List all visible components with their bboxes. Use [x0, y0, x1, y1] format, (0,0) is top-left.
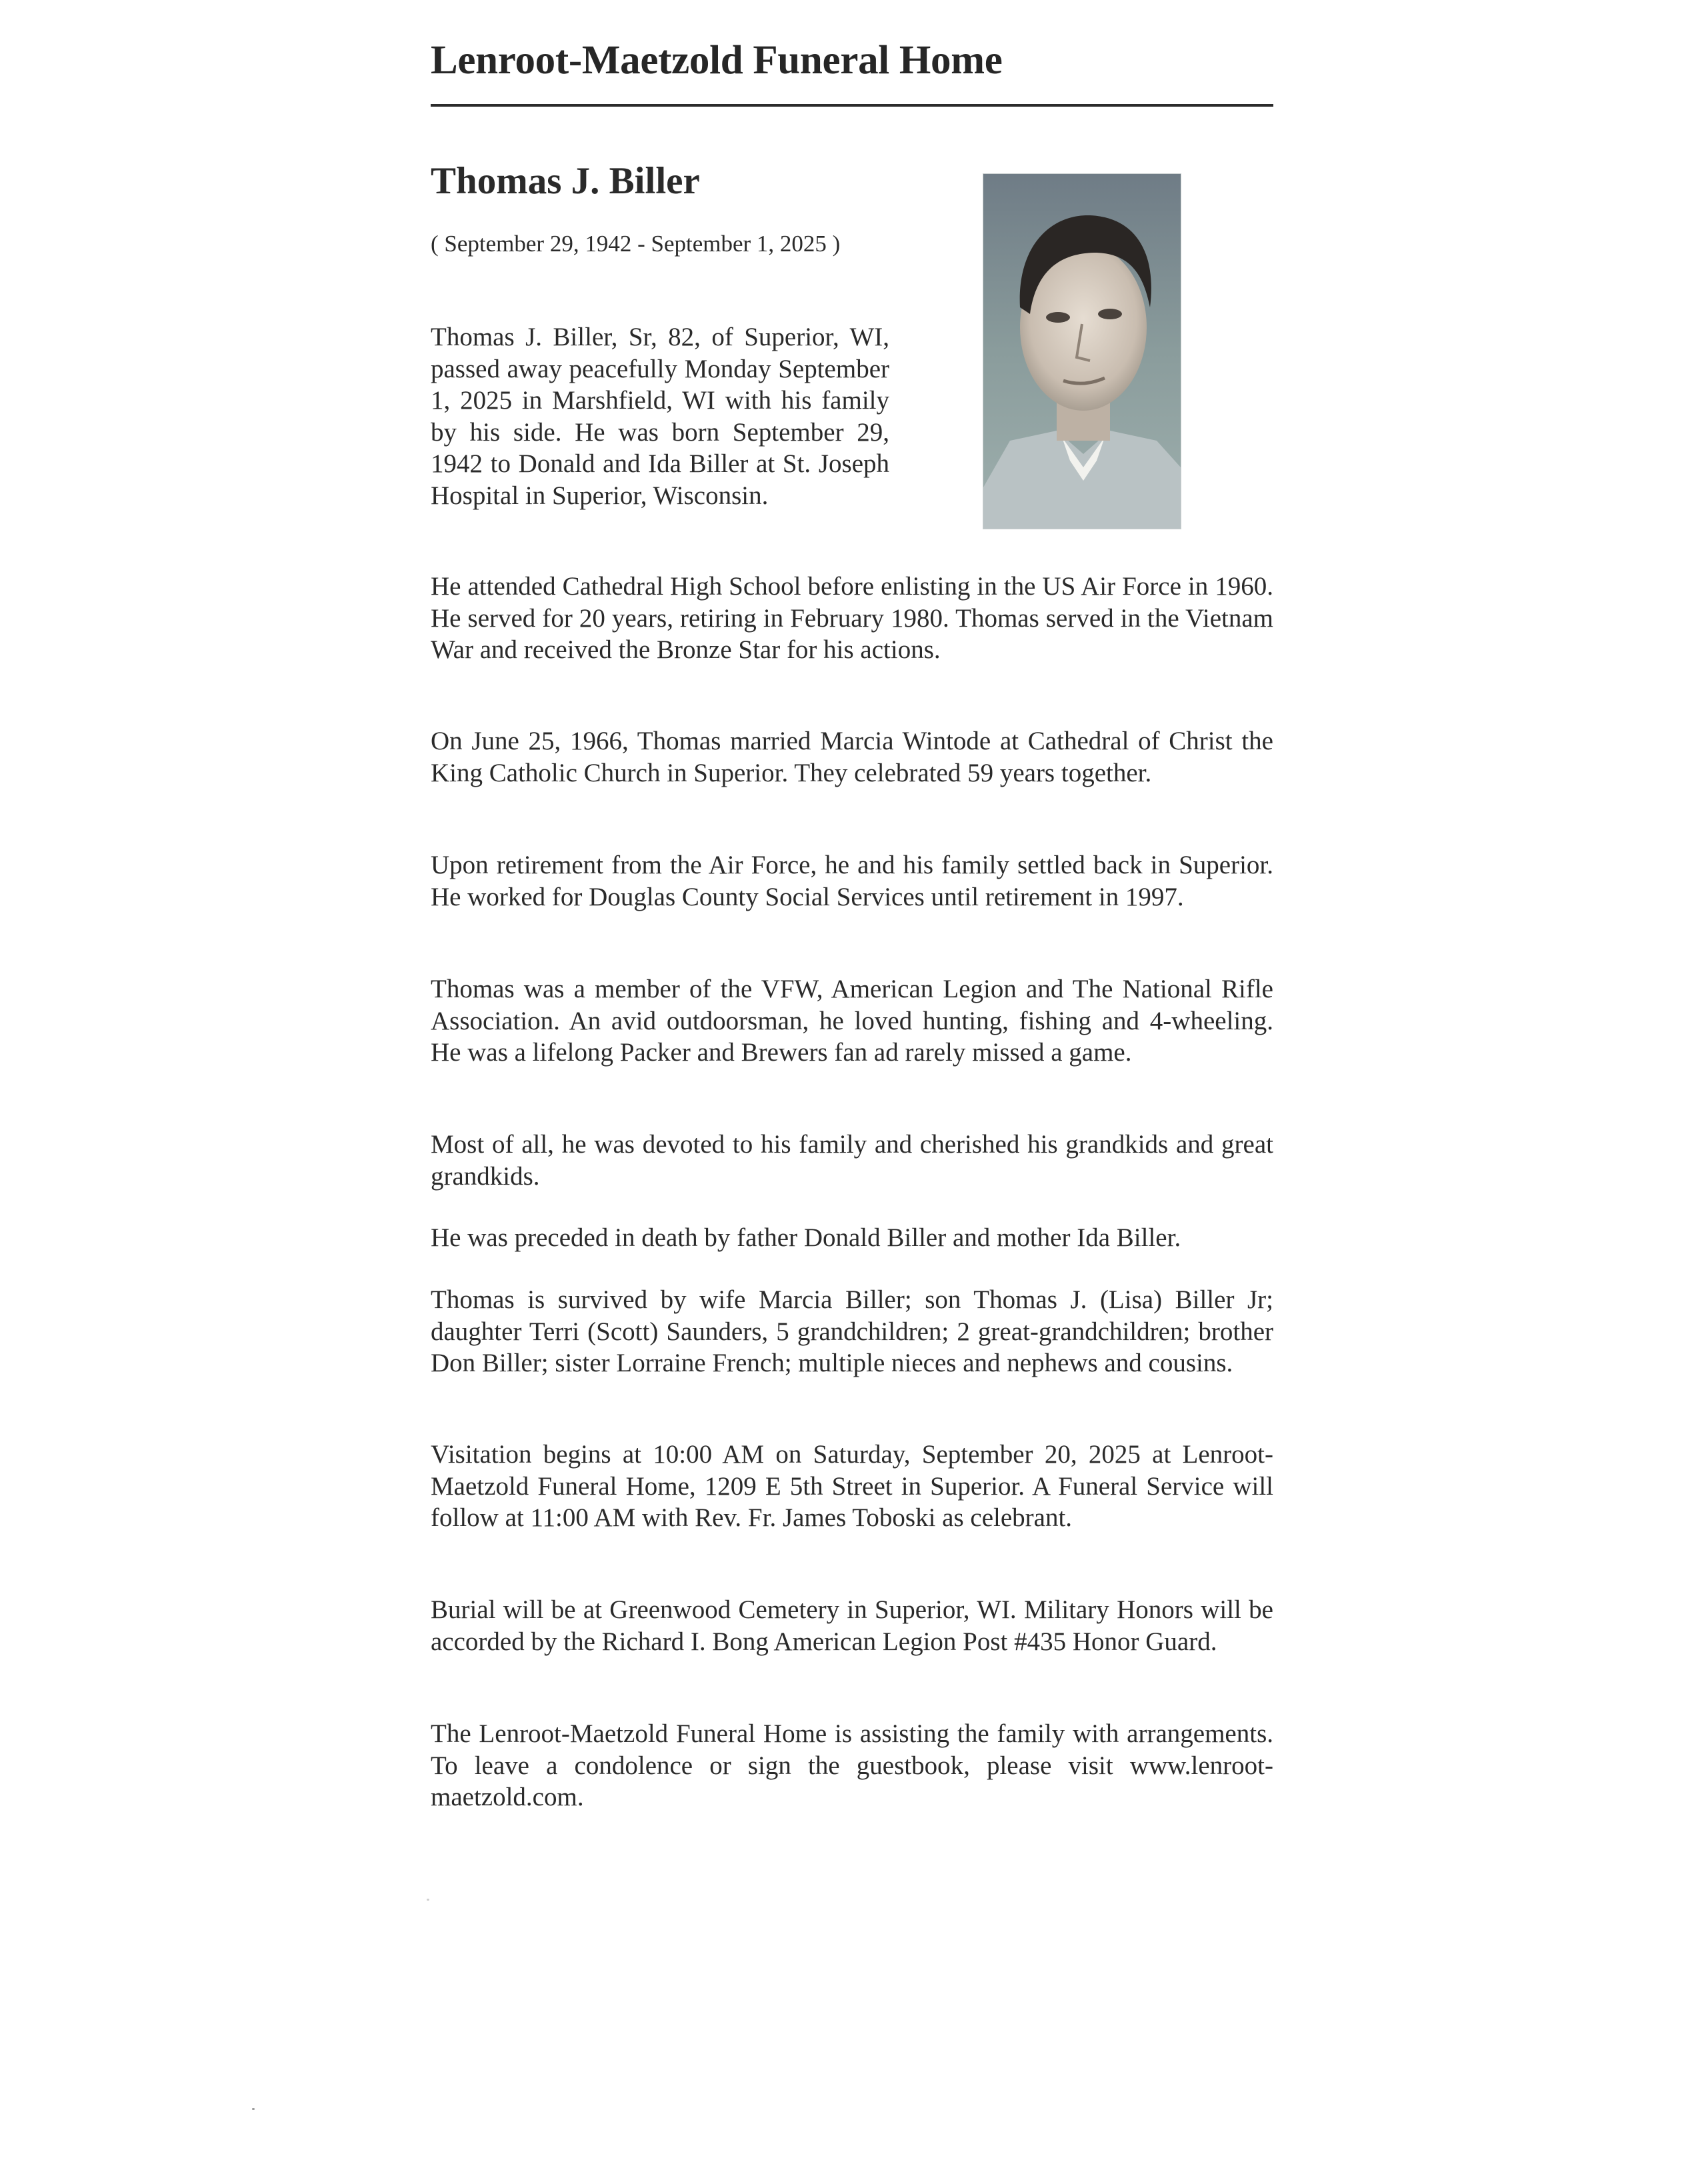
paragraph-text: He attended Cathedral High School before enlisting in the US Air Force in 1960. He served for 20 years, retiring in February 1980. Thomas served in the Vietnam War and received the Bronze Star for his actions. — [431, 572, 1273, 664]
obituary-page — [431, 32, 1273, 1811]
obituary-paragraph: Thomas is survived by wife Marcia Biller; son Thomas J. (Lisa) Biller Jr; daughter Terri (Scott) Saunders, 5 grandchildren; 2 great-grandchildren; brother Don Biller; sister Lorraine French; multiple nieces and nephews and cousins. — [431, 1285, 1273, 1377]
obituary-paragraph: On June 25, 1966, Thomas married Marcia Wintode at Cathedral of Christ the King Catholic Church in Superior. They celebrated 59 years together. — [431, 727, 1273, 787]
deceased-name: Thomas J. Biller — [431, 160, 700, 202]
obituary-paragraph: Upon retirement from the Air Force, he and his family settled back in Superior. He worked for Douglas County Social Services until retirement in 1997. — [431, 851, 1273, 911]
life-dates: ( September 29, 1942 - September 1, 2025 ) — [431, 231, 841, 257]
obituary-paragraph: Thomas was a member of the VFW, American Legion and The National Rifle Association. An avid outdoorsman, he loved hunting, fishing and 4-wheeling. He was a lifelong Packer and Brewers fan ad rarely missed a game. — [431, 975, 1273, 1067]
obituary-paragraph: The Lenroot-Maetzold Funeral Home is assisting the family with arrangements. To leave a condolence or sign the guestbook, please visit www.lenroot-maetzold.com. — [431, 1719, 1273, 1811]
portrait-photo — [983, 173, 1181, 529]
funeral-home-title: Lenroot-Maetzold Funeral Home — [431, 38, 1003, 83]
obituary-paragraph: Thomas J. Biller, Sr, 82, of Superior, WI, passed away peacefully Monday September 1, 2025 in Marshfield, WI with his family by his side. He was born September 29, 1942 to Donald and Ida Biller at St. Joseph Hospital in Superior, Wisconsin. — [431, 323, 889, 510]
scan-speck — [252, 2108, 255, 2110]
obituary-paragraph: Most of all, he was devoted to his family and cherished his grandkids and great grandkids. — [431, 1130, 1273, 1191]
obituary-paragraph: Burial will be at Greenwood Cemetery in Superior, WI. Military Honors will be accorded by the Richard I. Bong American Legion Post #435 Honor Guard. — [431, 1595, 1273, 1656]
header-divider — [431, 104, 1273, 107]
obituary-paragraph: Visitation begins at 10:00 AM on Saturday, September 20, 2025 at Lenroot-Maetzold Funeral Home, 1209 E 5th Street in Superior. A Funeral Service will follow at 11:00 AM with Rev. Fr. James Toboski as celebrant. — [431, 1440, 1273, 1532]
obituary-paragraph — [431, 571, 1273, 666]
scan-speck — [427, 1899, 429, 1901]
portrait-icon — [983, 174, 1181, 529]
obituary-paragraph: He was preceded in death by father Donald Biller and mother Ida Biller. — [431, 1223, 1181, 1252]
